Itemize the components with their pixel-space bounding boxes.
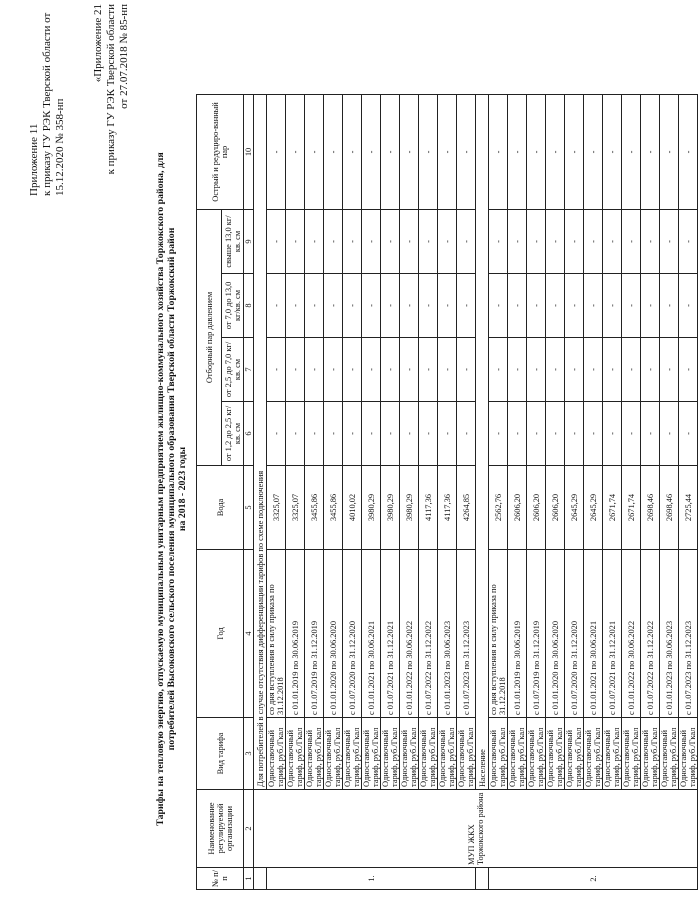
- table-row: [584, 94, 603, 889]
- steam-tariff: -: [527, 94, 546, 209]
- steam-tariff: -: [527, 274, 546, 338]
- steam-tariff: -: [286, 338, 305, 402]
- tariff-period: с 01.01.2022 по 30.06.2022: [622, 550, 641, 718]
- steam-tariff: -: [508, 209, 527, 273]
- steam-tariff: -: [381, 94, 400, 209]
- col-header-water: Вода: [197, 466, 244, 550]
- table-row: [438, 94, 457, 889]
- tariff-period: с 01.07.2021 по 31.12.2021: [603, 550, 622, 718]
- steam-tariff: -: [508, 402, 527, 466]
- steam-tariff: -: [508, 94, 527, 209]
- tariff-kind: Одноставочный тариф, руб./Гкал: [584, 718, 603, 790]
- orig-appendix-order-ref: к приказу ГУ РЭК Тверской области: [105, 4, 117, 175]
- table-row: [641, 94, 660, 889]
- steam-tariff: -: [324, 274, 343, 338]
- water-tariff: 2671,74: [622, 466, 641, 550]
- tariff-kind: Одноставочный тариф, руб./Гкал: [324, 718, 343, 790]
- steam-tariff: -: [584, 94, 603, 209]
- steam-tariff: -: [457, 338, 476, 402]
- steam-tariff: -: [546, 274, 565, 338]
- steam-tariff: -: [508, 338, 527, 402]
- steam-tariff: -: [622, 274, 641, 338]
- table-row: [565, 94, 584, 889]
- table-row: [660, 94, 679, 889]
- steam-tariff: -: [641, 338, 660, 402]
- steam-tariff: -: [565, 209, 584, 273]
- table-row: [324, 94, 343, 889]
- tariff-period: с 01.01.2021 по 30.06.2021: [362, 550, 381, 718]
- tariff-period: с 01.07.2022 по 31.12.2022: [641, 550, 660, 718]
- steam-tariff: -: [660, 94, 679, 209]
- col-number: 5: [244, 466, 254, 550]
- tariff-period: с 01.07.2022 по 31.12.2022: [419, 550, 438, 718]
- steam-tariff: -: [419, 274, 438, 338]
- table-row: [286, 94, 305, 889]
- tariff-period: с 01.07.2020 по 31.12.2020: [343, 550, 362, 718]
- col-number: 9: [244, 209, 254, 273]
- col-number: 7: [244, 338, 254, 402]
- steam-tariff: -: [438, 209, 457, 273]
- water-tariff: 2725,44: [679, 466, 698, 550]
- steam-tariff: -: [660, 402, 679, 466]
- water-tariff: 2698,46: [641, 466, 660, 550]
- section-title: Для потребителей в случае отсутствия дифференциации тарифов по схеме подключения: [254, 94, 267, 789]
- tariff-period: с 01.07.2019 по 31.12.2019: [305, 550, 324, 718]
- row-number: 1.: [267, 868, 476, 890]
- steam-tariff: -: [660, 274, 679, 338]
- col-header-no: № п/ п: [197, 868, 244, 890]
- steam-tariff: -: [679, 209, 698, 273]
- steam-tariff: -: [489, 94, 508, 209]
- steam-tariff: -: [286, 274, 305, 338]
- steam-tariff: -: [457, 274, 476, 338]
- steam-tariff: -: [438, 338, 457, 402]
- title-line: на 2018 - 2023 годы: [177, 446, 188, 532]
- steam-tariff: -: [641, 209, 660, 273]
- water-tariff: 2671,74: [603, 466, 622, 550]
- table-row: [546, 94, 565, 889]
- steam-tariff: -: [362, 209, 381, 273]
- tariff-period: с 01.01.2020 по 30.06.2020: [546, 550, 565, 718]
- steam-tariff: -: [324, 338, 343, 402]
- steam-tariff: -: [343, 402, 362, 466]
- steam-tariff: -: [622, 338, 641, 402]
- water-tariff: 2698,46: [660, 466, 679, 550]
- empty-cell: [476, 868, 489, 890]
- document-title: [155, 94, 188, 884]
- steam-tariff: -: [305, 209, 324, 273]
- steam-tariff: -: [603, 402, 622, 466]
- tariff-kind: Одноставочный тариф, руб./Гкал: [622, 718, 641, 790]
- table-row: [489, 94, 508, 889]
- steam-tariff: -: [267, 402, 286, 466]
- appendix-number: Приложение 11: [28, 123, 40, 196]
- steam-tariff: -: [362, 402, 381, 466]
- steam-tariff: -: [603, 209, 622, 273]
- steam-tariff: -: [546, 338, 565, 402]
- steam-tariff: -: [565, 274, 584, 338]
- table-row: [603, 94, 622, 889]
- steam-tariff: -: [419, 338, 438, 402]
- steam-tariff: -: [343, 338, 362, 402]
- tariff-kind: Одноставочный тариф, руб./Гкал: [660, 718, 679, 790]
- table-row: [362, 94, 381, 889]
- col-header-year: Год: [197, 550, 244, 718]
- table-body: [254, 94, 698, 889]
- table-row: [527, 94, 546, 889]
- original-appendix-header: [92, 4, 131, 204]
- steam-tariff: -: [286, 209, 305, 273]
- steam-tariff: -: [508, 274, 527, 338]
- tariff-kind: Одноставочный тариф, руб./Гкал: [489, 718, 508, 790]
- tariff-kind: Одноставочный тариф, руб./Гкал: [565, 718, 584, 790]
- steam-tariff: -: [457, 94, 476, 209]
- col-header-steam-1: от 1,2 до 2,5 кг/кв. см: [222, 402, 244, 466]
- steam-tariff: -: [584, 402, 603, 466]
- steam-tariff: -: [489, 402, 508, 466]
- table-row: [457, 94, 476, 889]
- steam-tariff: -: [489, 274, 508, 338]
- steam-tariff: -: [679, 402, 698, 466]
- steam-tariff: -: [641, 274, 660, 338]
- tariff-period: с 01.01.2020 по 30.06.2020: [324, 550, 343, 718]
- col-header-org: Наименование регулируемой организации: [197, 790, 244, 868]
- steam-tariff: -: [622, 209, 641, 273]
- steam-tariff: -: [457, 402, 476, 466]
- steam-tariff: -: [641, 402, 660, 466]
- table-row: [305, 94, 324, 889]
- steam-tariff: -: [267, 209, 286, 273]
- steam-tariff: -: [565, 402, 584, 466]
- table-row: [622, 94, 641, 889]
- steam-tariff: -: [679, 274, 698, 338]
- steam-tariff: -: [603, 338, 622, 402]
- steam-tariff: -: [527, 338, 546, 402]
- steam-tariff: -: [679, 94, 698, 209]
- water-tariff: 2562,76: [489, 466, 508, 550]
- steam-tariff: -: [343, 209, 362, 273]
- tariff-period: с 01.01.2023 по 30.06.2023: [660, 550, 679, 718]
- steam-tariff: -: [343, 94, 362, 209]
- water-tariff: 3980,29: [400, 466, 419, 550]
- water-tariff: 2606,20: [527, 466, 546, 550]
- steam-tariff: -: [546, 94, 565, 209]
- water-tariff: 2606,20: [508, 466, 527, 550]
- tariff-period: с 01.01.2019 по 30.06.2019: [286, 550, 305, 718]
- steam-tariff: -: [489, 209, 508, 273]
- col-number: 2: [244, 790, 254, 868]
- steam-tariff: -: [622, 402, 641, 466]
- tariff-kind: Одноставочный тариф, руб./Гкал: [438, 718, 457, 790]
- col-number: 10: [244, 94, 254, 209]
- steam-tariff: -: [565, 338, 584, 402]
- tariff-kind: Одноставочный тариф, руб./Гкал: [381, 718, 400, 790]
- tariff-kind: Одноставочный тариф, руб./Гкал: [527, 718, 546, 790]
- steam-tariff: -: [324, 402, 343, 466]
- steam-tariff: -: [305, 274, 324, 338]
- steam-tariff: -: [305, 94, 324, 209]
- empty-cell: [254, 868, 267, 890]
- tariff-kind: Одноставочный тариф, руб./Гкал: [641, 718, 660, 790]
- steam-tariff: -: [381, 338, 400, 402]
- tariff-kind: Одноставочный тариф, руб./Гкал: [362, 718, 381, 790]
- tariff-period: с 01.01.2019 по 30.06.2019: [508, 550, 527, 718]
- steam-tariff: -: [324, 209, 343, 273]
- water-tariff: 3325,07: [286, 466, 305, 550]
- table-row: [267, 94, 286, 889]
- steam-tariff: -: [305, 338, 324, 402]
- steam-tariff: -: [400, 274, 419, 338]
- steam-tariff: -: [305, 402, 324, 466]
- tariff-period: с 01.07.2023 по 31.12.2023: [679, 550, 698, 718]
- table-row: [679, 94, 698, 889]
- steam-tariff: -: [419, 402, 438, 466]
- col-number: 4: [244, 550, 254, 718]
- col-header-steam: Отборный пар давлением: [197, 209, 222, 465]
- steam-tariff: -: [679, 338, 698, 402]
- col-header-steam-2: от 2,5 до 7,0 кг/кв. см: [222, 338, 244, 402]
- water-tariff: 3980,29: [362, 466, 381, 550]
- section-title: Население: [476, 94, 489, 789]
- steam-tariff: -: [565, 94, 584, 209]
- tariff-kind: Одноставочный тариф, руб./Гкал: [286, 718, 305, 790]
- steam-tariff: -: [527, 209, 546, 273]
- appendix-order-ref: к приказу ГУ РЭК Тверской области от: [41, 12, 53, 196]
- col-header-steam-4: свыше 13,0 кг/кв. см: [222, 209, 244, 273]
- water-tariff: 2645,29: [584, 466, 603, 550]
- tariff-period: со дня вступления в силу приказа по 31.12.2018: [489, 550, 508, 718]
- steam-tariff: -: [267, 338, 286, 402]
- steam-tariff: -: [457, 209, 476, 273]
- steam-tariff: -: [286, 402, 305, 466]
- col-header-kind: Вид тарифа: [197, 718, 244, 790]
- orig-appendix-order-date: от 27.07.2018 № 85-нп: [118, 4, 130, 109]
- title-line: Тарифы на тепловую энергию, отпускаемую муниципальным унитарным предприятием жилищно-коммунального хозяйства Торжокского района, для: [155, 152, 166, 826]
- tariff-period: со дня вступления в силу приказа по 31.12.2018: [267, 550, 286, 718]
- steam-tariff: -: [438, 274, 457, 338]
- tariff-period: с 01.01.2022 по 30.06.2022: [400, 550, 419, 718]
- steam-tariff: -: [584, 338, 603, 402]
- title-line: потребителей Высоковского сельского поселения муниципального образования Тверской области Торжокский район: [166, 227, 177, 751]
- water-tariff: 2645,29: [565, 466, 584, 550]
- tariff-period: с 01.01.2021 по 30.06.2021: [584, 550, 603, 718]
- steam-tariff: -: [381, 402, 400, 466]
- tariff-kind: Одноставочный тариф, руб./Гкал: [305, 718, 324, 790]
- orig-appendix-number: «Приложение 21: [92, 4, 104, 83]
- water-tariff: 3325,07: [267, 466, 286, 550]
- tariff-period: с 01.01.2023 по 30.06.2023: [438, 550, 457, 718]
- steam-tariff: -: [419, 94, 438, 209]
- water-tariff: 3455,86: [324, 466, 343, 550]
- row-number: 2.: [489, 868, 698, 890]
- steam-tariff: -: [362, 94, 381, 209]
- steam-tariff: -: [419, 209, 438, 273]
- col-number: 8: [244, 274, 254, 338]
- steam-tariff: -: [400, 338, 419, 402]
- steam-tariff: -: [546, 402, 565, 466]
- col-number: 1: [244, 868, 254, 890]
- tariff-period: с 01.07.2020 по 31.12.2020: [565, 550, 584, 718]
- steam-tariff: -: [343, 274, 362, 338]
- tariff-kind: Одноставочный тариф, руб./Гкал: [343, 718, 362, 790]
- water-tariff: 2606,20: [546, 466, 565, 550]
- table-row: [419, 94, 438, 889]
- water-tariff: 4117,36: [438, 466, 457, 550]
- steam-tariff: -: [286, 94, 305, 209]
- organization-name: МУП ЖКХ Торжокского района: [254, 790, 698, 868]
- appendix-order-date: 15.12.2020 № 358-нп: [54, 98, 66, 196]
- steam-tariff: -: [546, 209, 565, 273]
- section-title-row: [254, 94, 267, 889]
- tariff-kind: Одноставочный тариф, руб./Гкал: [419, 718, 438, 790]
- tariff-kind: Одноставочный тариф, руб./Гкал: [679, 718, 698, 790]
- tariff-period: с 01.07.2021 по 31.12.2021: [381, 550, 400, 718]
- table-row: [400, 94, 419, 889]
- water-tariff: 3455,86: [305, 466, 324, 550]
- tariff-kind: Одноставочный тариф, руб./Гкал: [603, 718, 622, 790]
- col-number: 3: [244, 718, 254, 790]
- steam-tariff: -: [641, 94, 660, 209]
- water-tariff: 3980,29: [381, 466, 400, 550]
- steam-tariff: -: [438, 402, 457, 466]
- steam-tariff: -: [584, 209, 603, 273]
- steam-tariff: -: [438, 94, 457, 209]
- water-tariff: 4010,02: [343, 466, 362, 550]
- tariff-kind: Одноставочный тариф, руб./Гкал: [457, 718, 476, 790]
- steam-tariff: -: [603, 94, 622, 209]
- table-row: [381, 94, 400, 889]
- col-number: 6: [244, 402, 254, 466]
- water-tariff: 4117,36: [419, 466, 438, 550]
- steam-tariff: -: [660, 209, 679, 273]
- tariff-period: с 01.07.2019 по 31.12.2019: [527, 550, 546, 718]
- steam-tariff: -: [400, 94, 419, 209]
- steam-tariff: -: [584, 274, 603, 338]
- tariff-kind: Одноставочный тариф, руб./Гкал: [267, 718, 286, 790]
- steam-tariff: -: [362, 338, 381, 402]
- steam-tariff: -: [362, 274, 381, 338]
- steam-tariff: -: [381, 209, 400, 273]
- steam-tariff: -: [603, 274, 622, 338]
- steam-tariff: -: [267, 94, 286, 209]
- steam-tariff: -: [527, 402, 546, 466]
- steam-tariff: -: [400, 402, 419, 466]
- steam-tariff: -: [489, 338, 508, 402]
- steam-tariff: -: [622, 94, 641, 209]
- steam-tariff: -: [267, 274, 286, 338]
- tariff-kind: Одноставочный тариф, руб./Гкал: [400, 718, 419, 790]
- col-header-steam-3: от 7,0 до 13,0 кг/кв. см: [222, 274, 244, 338]
- tariff-kind: Одноставочный тариф, руб./Гкал: [546, 718, 565, 790]
- appendix-header: [28, 6, 67, 196]
- tariff-kind: Одноставочный тариф, руб./Гкал: [508, 718, 527, 790]
- col-header-sharp-steam: Острый и редуциро-ванный пар: [197, 94, 244, 209]
- steam-tariff: -: [324, 94, 343, 209]
- table-row: [343, 94, 362, 889]
- steam-tariff: -: [381, 274, 400, 338]
- water-tariff: 4264,85: [457, 466, 476, 550]
- tariff-period: с 01.07.2023 по 31.12.2023: [457, 550, 476, 718]
- table-row: [508, 94, 527, 889]
- tariff-table: [196, 94, 698, 890]
- steam-tariff: -: [400, 209, 419, 273]
- steam-tariff: -: [660, 338, 679, 402]
- section-title-row: [476, 94, 489, 889]
